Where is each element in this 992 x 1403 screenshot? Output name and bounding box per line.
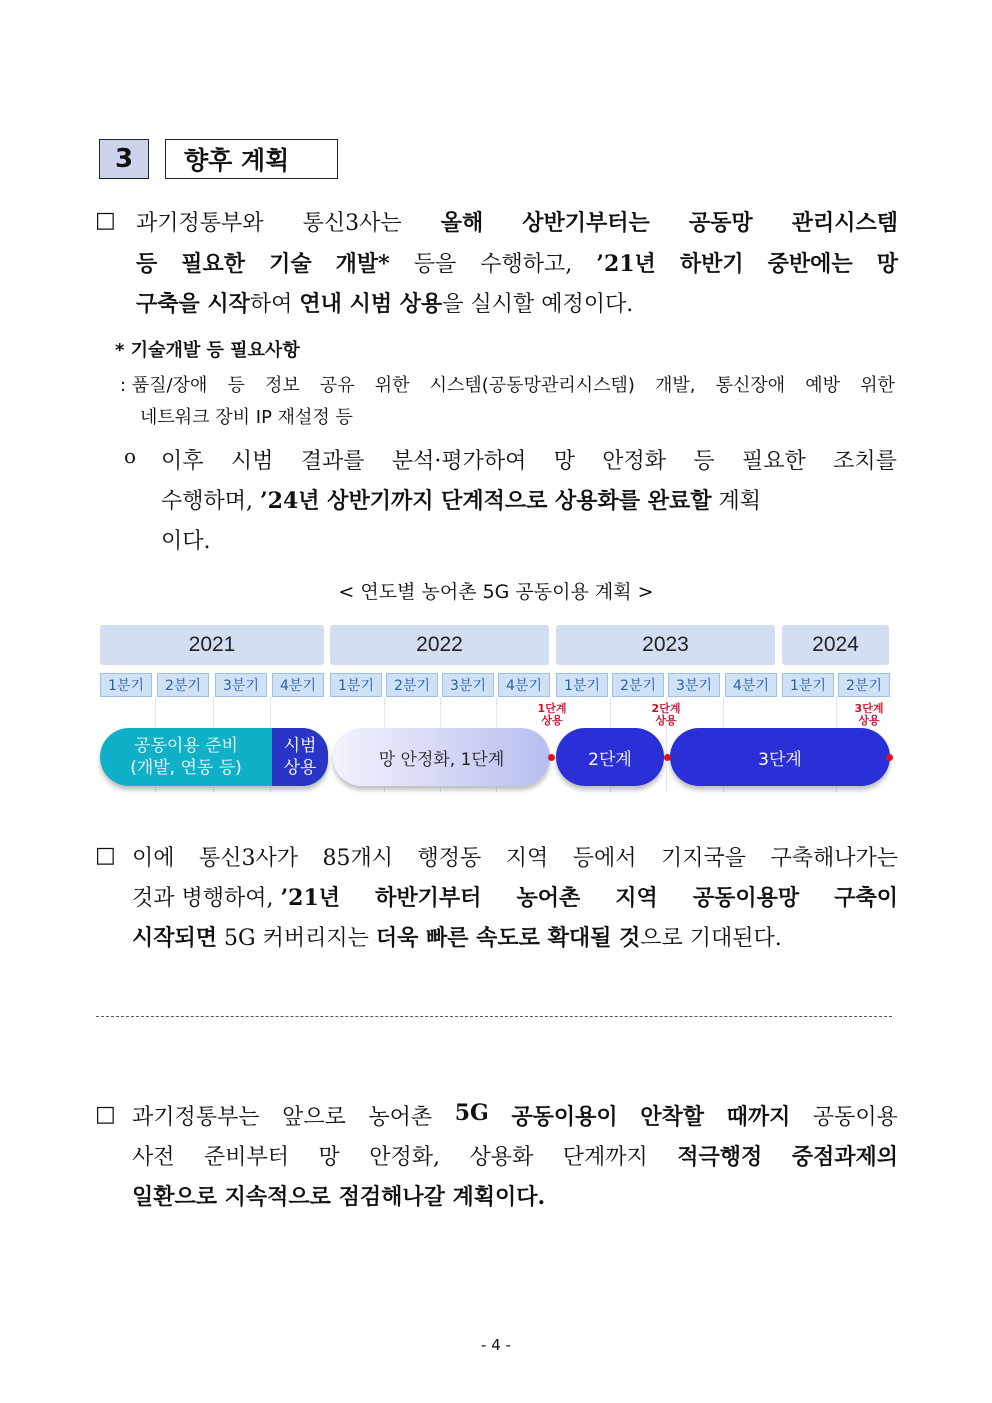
word: 중반에는 [767,251,853,277]
text-run: 을 실시할 예정이다. [442,292,634,317]
word: 기술 [269,251,312,277]
word: 안정화, [369,1145,440,1170]
word: 안착할 [640,1104,704,1130]
word: 이후 [161,449,204,474]
word: 관리시스템 [791,210,898,236]
milestone-label: 상용 [858,714,880,727]
word: 통신3사가 [199,846,299,871]
word: 지역 [615,885,658,911]
year-2021: 2021 [100,625,324,665]
word: 등에서 [572,846,637,871]
word: 상용화 [469,1145,534,1170]
section-title: 향후 계획 [165,139,338,179]
quarter-label: 2분기 [612,673,664,697]
quarter-label: 4분기 [725,673,777,697]
phase-preparation [100,728,328,786]
milestone-1 [529,703,575,727]
year-2024: 2024 [782,625,889,665]
sub1-line2 [161,484,761,515]
word: 통신3사는 [302,211,402,236]
para3-line2 [132,1140,898,1171]
word: 적극행정 [677,1144,763,1170]
word: 시범 [230,449,274,474]
word: 망 [553,449,575,474]
bullet-box-1: □ [95,208,116,233]
word: 예방 [805,375,841,396]
quarter-label: 1분기 [330,673,382,697]
word: 위한 [374,375,410,396]
quarter-label: 1분기 [782,673,834,697]
para2-line3 [132,921,782,952]
prep-label: (개발, 연동 등) [130,758,242,778]
milestone-label: 3단계 [854,702,884,715]
word: 올해 [440,210,484,236]
word: 개발, [655,375,696,396]
word: 공유 [319,375,355,396]
word: 개발* [335,251,390,277]
para3-line1 [132,1100,898,1131]
word: 사전 [132,1145,175,1170]
text-run: 연내 시범 상용 [299,291,443,317]
prep-text [100,735,272,779]
bullet-box-2: □ [95,843,116,868]
word: 분석·평가하여 [391,449,527,474]
para2-line1 [132,841,898,872]
phase-2: 2단계 [556,728,664,786]
word: ’21년 [596,251,656,277]
word: 하반기 [679,251,744,277]
milestone-3 [846,703,892,727]
text-run: 더욱 빠른 속도로 확대될 것 [375,925,641,951]
text-run: 수행하며, [161,489,260,514]
phase-3: 3단계 [670,728,890,786]
phase-stabilization: 망 안정화, 1단계 [333,728,550,786]
word: 때까지 [726,1104,791,1130]
milestone-dot [886,754,893,761]
quarter-label: 2분기 [838,673,890,697]
milestone-dot [664,754,671,761]
word: ’21년 [280,885,341,911]
para1-line3 [136,287,633,318]
sub1-line1 [161,444,897,475]
text-run: 계획 [711,489,761,514]
pilot-label: 시범 [283,736,317,756]
word: 85개시 [322,846,393,871]
word: 이에 [132,846,175,871]
word: 공동이용이 [511,1104,618,1130]
word: 과기정통부는 [132,1105,260,1130]
text-run: ’24년 상반기까지 단계적으로 상용화를 완료할 [260,488,712,514]
page-number: - 4 - [481,1336,511,1354]
word: 안정화 [602,449,667,474]
circle-bullet: o [124,444,137,468]
text-run: 5G 커버리지는 [217,926,376,951]
milestone-label: 상용 [541,714,563,727]
word: 지역 [505,846,549,871]
word: 단계까지 [562,1145,648,1170]
word: 등 [693,449,715,474]
word: 등 [227,375,245,396]
text-run: 하여 [249,292,300,317]
text-run: 구축을 시작 [136,291,250,317]
word: 공동이용 [812,1105,898,1130]
quarter-label: 1분기 [100,673,152,697]
word: 정보 [264,375,300,396]
para2-line2 [132,881,898,912]
quarter-label: 3분기 [668,673,720,697]
word: 망 [318,1145,340,1170]
figure-caption: < 연도별 농어촌 5G 공동이용 계획 > [338,581,654,603]
word: 구축해나가는 [770,846,898,871]
word: 조치를 [833,449,897,474]
word: 필요한 [181,251,246,277]
prep-label: 공동이용 준비 [134,736,238,756]
bold-run [281,881,899,912]
milestone-2 [643,703,689,727]
word: 등 [136,251,158,277]
word: 행정동 [417,846,482,871]
quarter-label: 3분기 [215,673,267,697]
milestone-label: 1단계 [537,702,567,715]
word: 중점과제의 [791,1144,898,1170]
pilot-label: 상용 [283,758,317,778]
word: 기지국을 [660,846,746,871]
word: 준비부터 [204,1145,290,1170]
phase-pilot [272,728,328,786]
word: 등을 [413,252,457,277]
word: 구축이 [834,885,898,911]
year-2022: 2022 [330,625,549,665]
dashed-separator [96,1016,892,1017]
word: 5G [454,1100,489,1126]
milestone-dot [548,754,555,761]
bullet-box-3: □ [95,1102,116,1127]
text-run: 것과 병행하여, [132,886,281,911]
quarter-label: 2분기 [157,673,209,697]
quarter-label: 1분기 [556,673,608,697]
word: 결과를 [300,449,365,474]
milestone-label: 2단계 [651,702,681,715]
word: 농어촌 [368,1105,433,1130]
quarter-label: 4분기 [272,673,324,697]
quarter-label: 3분기 [442,673,494,697]
milestone-label: 상용 [655,714,677,727]
note-line2: 네트워크 장비 IP 재설정 등 [140,407,353,428]
word: 시스템(공동망관리시스템) [429,375,635,396]
word: 하반기부터 [375,885,482,911]
section-number: 3 [99,139,149,179]
word: 공동이용망 [692,885,800,911]
sub1-line3: 이다. [161,529,211,554]
word: : 품질/장애 [120,375,208,396]
note-title: * 기술개발 등 필요사항 [115,340,300,361]
para1-line1 [136,206,898,237]
word: 과기정통부와 [136,211,264,236]
quarter-label: 4분기 [498,673,550,697]
word: 앞으로 [282,1105,346,1130]
text-run: 으로 기대된다. [640,926,782,951]
para1-line2 [136,247,898,278]
word: 농어촌 [516,885,581,911]
word: 수행하고, [480,252,573,277]
word: 상반기부터는 [522,210,650,236]
year-2023: 2023 [556,625,775,665]
word: 필요한 [742,449,806,474]
text-run: 시작되면 [132,925,218,951]
word: 위한 [860,375,895,396]
word: 통신장애 [715,375,786,396]
note-line1 [120,371,895,397]
quarter-label: 2분기 [386,673,438,697]
word: 망 [876,251,898,277]
para3-line3: 일환으로 지속적으로 점검해나갈 계획이다. [132,1184,546,1210]
word: 공동망 [688,210,753,236]
